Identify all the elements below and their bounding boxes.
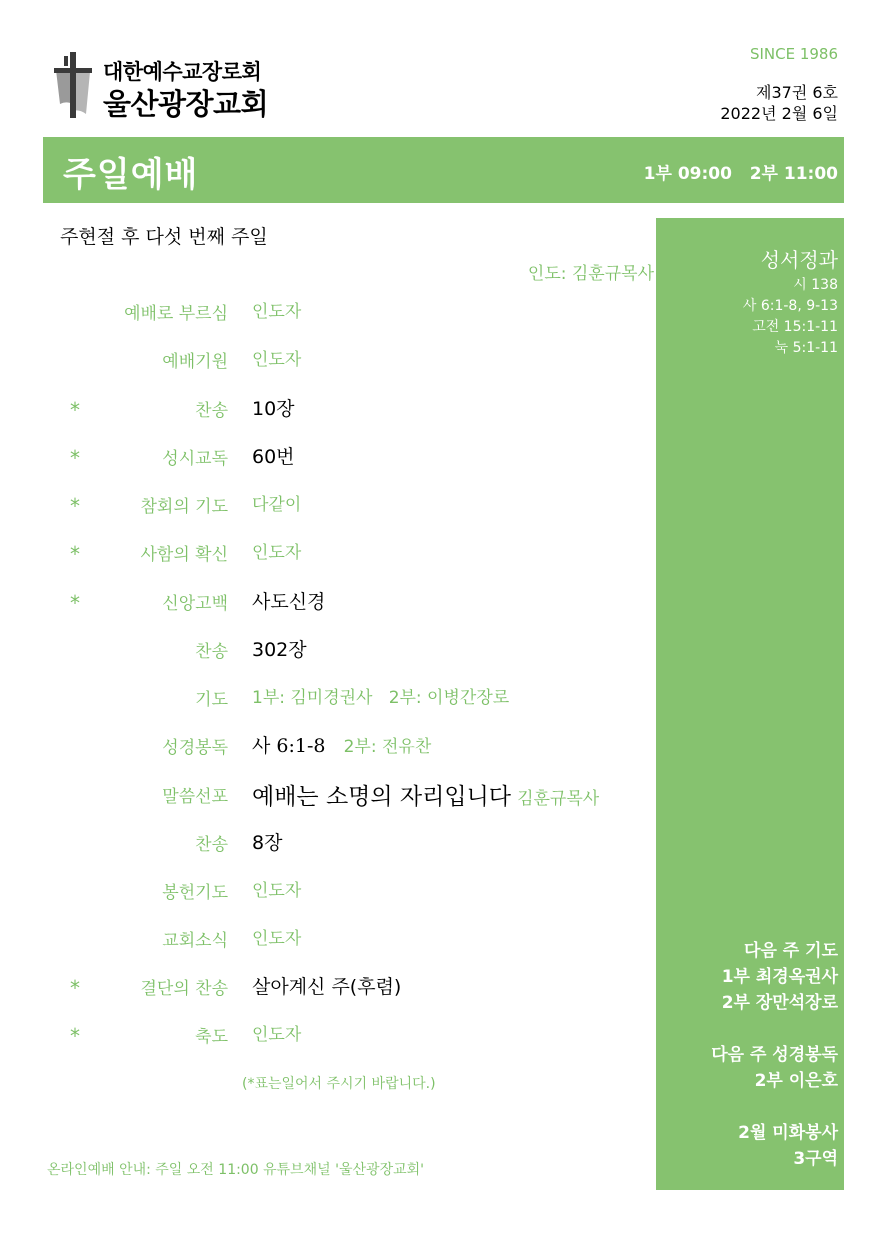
lectionary-reading: 눅 5:1-11 xyxy=(774,340,838,356)
order-label: 말씀선포 xyxy=(162,787,228,807)
order-label: 신앙고백 xyxy=(162,594,228,614)
order-label: 사함의 확신 xyxy=(140,545,228,565)
order-label: 찬송 xyxy=(195,835,228,855)
sermon-title: 예배는 소명의 자리입니다 xyxy=(252,784,512,810)
stand-marker: * xyxy=(70,542,80,566)
order-label: 예배로 부르심 xyxy=(124,304,228,324)
order-row xyxy=(0,538,650,568)
flower-service-group: 3구역 xyxy=(793,1149,838,1169)
next-prayer-person: 2부 장만석장로 xyxy=(721,993,838,1013)
church-denomination: 대한예수교장로회 xyxy=(103,60,262,84)
reading-reader: 2부: 전유찬 xyxy=(343,737,432,757)
service-times: 1부 09:00 2부 11:00 xyxy=(643,164,838,184)
stand-marker: * xyxy=(70,446,80,470)
order-value: 다같이 xyxy=(252,495,302,515)
order-value xyxy=(252,778,599,811)
order-value: 인도자 xyxy=(252,929,302,949)
order-label: 교회소식 xyxy=(162,931,228,951)
order-value: 인도자 xyxy=(252,881,302,901)
next-prayer-title: 다음 주 기도 xyxy=(744,941,838,961)
order-value: 인도자 xyxy=(252,302,302,322)
lectionary-reading: 고전 15:1-11 xyxy=(752,319,838,335)
worship-leader: 인도: 김훈규목사 xyxy=(527,264,654,284)
stand-marker: * xyxy=(70,1024,80,1048)
order-value: 인도자 xyxy=(252,350,302,370)
order-row xyxy=(0,587,650,617)
order-label: 기도 xyxy=(195,690,228,710)
service-banner xyxy=(43,137,844,203)
since-label: SINCE 1986 xyxy=(749,45,838,63)
info-sidebar xyxy=(656,218,844,1190)
church-logo-icon xyxy=(50,48,98,120)
order-label: 성경봉독 xyxy=(162,738,228,758)
church-name: 울산광장교회 xyxy=(103,87,269,121)
order-label: 축도 xyxy=(195,1027,228,1047)
stand-marker: * xyxy=(70,591,80,615)
order-row xyxy=(0,635,650,665)
bulletin-date: 2022년 2월 6일 xyxy=(720,104,838,123)
order-value xyxy=(252,731,431,758)
order-label: 예배기원 xyxy=(162,352,228,372)
sunday-subtitle: 주현절 후 다섯 번째 주일 xyxy=(60,226,268,248)
stand-marker: * xyxy=(70,976,80,1000)
stand-marker: * xyxy=(70,398,80,422)
order-row xyxy=(0,297,650,327)
order-label: 봉헌기도 xyxy=(162,883,228,903)
reading-reference: 사 6:1-8 xyxy=(252,735,326,757)
online-worship-info: 온라인예배 안내: 주일 오전 11:00 유튜브채널 '울산광장교회' xyxy=(47,1162,424,1178)
lectionary-reading: 사 6:1-8, 9-13 xyxy=(742,298,838,314)
order-value: 1부: 김미경권사 2부: 이병간장로 xyxy=(252,688,510,708)
order-label: 찬송 xyxy=(195,401,228,421)
order-value: 302장 xyxy=(252,639,307,661)
sermon-preacher: 김훈규목사 xyxy=(517,789,600,809)
order-row xyxy=(0,490,650,520)
order-value: 인도자 xyxy=(252,1025,302,1045)
next-reading-person: 2부 이은호 xyxy=(754,1071,838,1091)
lectionary-reading: 시 138 xyxy=(793,277,838,293)
order-label: 성시교독 xyxy=(162,449,228,469)
order-row xyxy=(0,394,650,424)
order-value: 8장 xyxy=(252,832,283,854)
next-prayer-person: 1부 최경옥권사 xyxy=(721,967,838,987)
order-value: 사도신경 xyxy=(252,591,326,613)
order-row xyxy=(0,778,650,808)
order-row xyxy=(0,924,650,954)
order-row xyxy=(0,345,650,375)
order-label: 결단의 찬송 xyxy=(140,979,228,999)
lectionary-title: 성서정과 xyxy=(760,248,838,272)
order-value: 10장 xyxy=(252,398,295,420)
banner-title: 주일예배 xyxy=(63,155,199,195)
order-value: 60번 xyxy=(252,446,295,468)
flower-service-title: 2월 미화봉사 xyxy=(738,1123,838,1143)
order-value: 인도자 xyxy=(252,543,302,563)
order-row xyxy=(0,731,650,761)
order-row xyxy=(0,1020,650,1050)
issue-number: 제37권 6호 xyxy=(756,83,838,102)
order-label: 찬송 xyxy=(195,642,228,662)
order-row xyxy=(0,442,650,472)
next-reading-title: 다음 주 성경봉독 xyxy=(711,1045,838,1065)
standing-note: (*표는일어서 주시기 바랍니다.) xyxy=(242,1076,436,1092)
order-value: 살아계신 주(후렴) xyxy=(252,976,402,998)
order-label: 참회의 기도 xyxy=(140,497,228,517)
order-row xyxy=(0,876,650,906)
stand-marker: * xyxy=(70,494,80,518)
order-row xyxy=(0,828,650,858)
order-row xyxy=(0,683,650,713)
order-row xyxy=(0,972,650,1002)
